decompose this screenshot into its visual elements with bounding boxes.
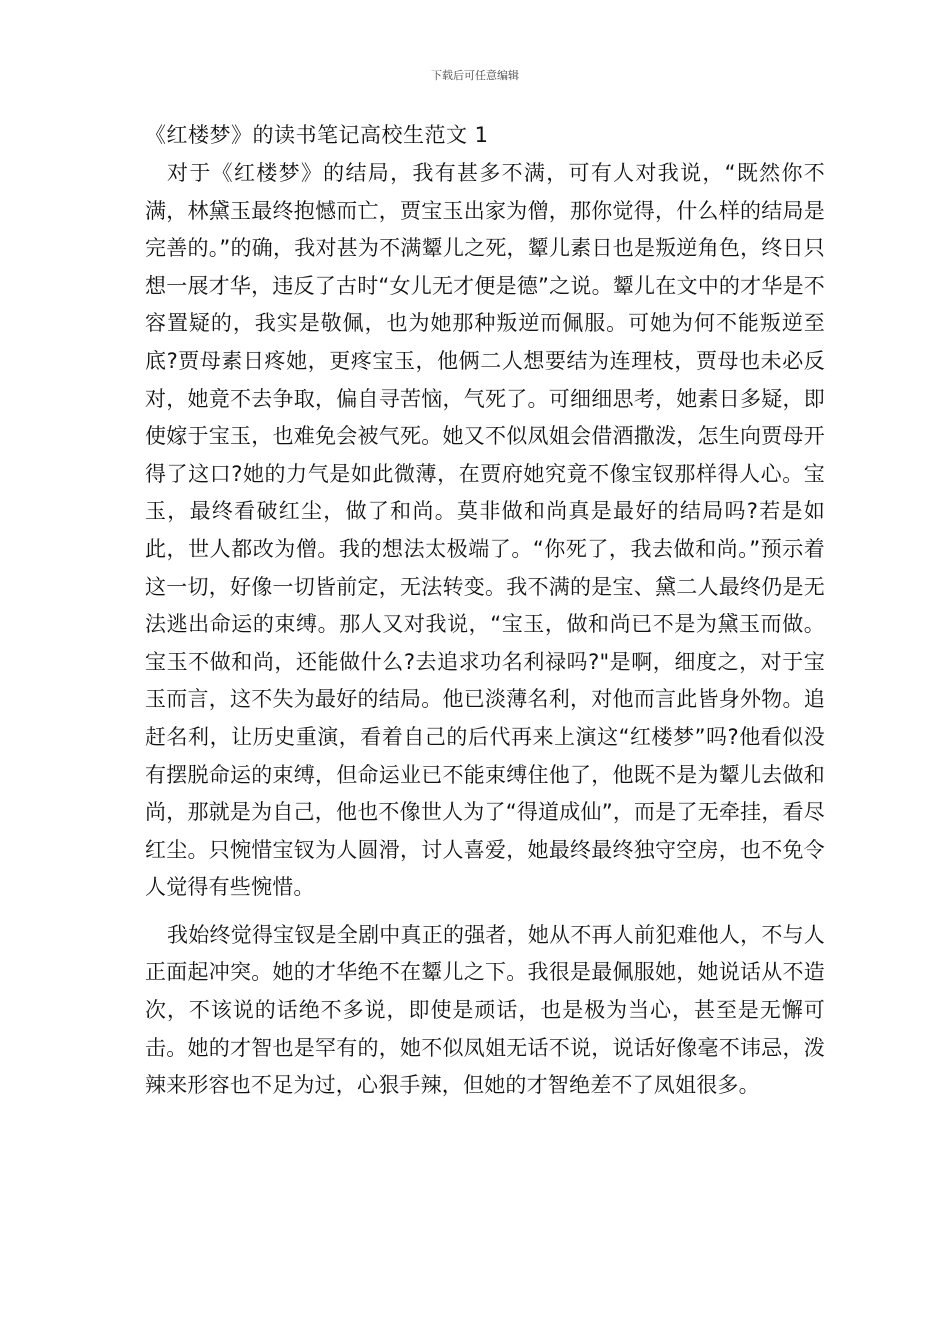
document-title: 《红楼梦》的读书笔记高校生范文 1 (145, 123, 489, 147)
document-body (145, 120, 825, 1105)
paragraph-1: 对于《红楼梦》的结局，我有甚多不满，可有人对我说，“既然你不满，林黛玉最终抱憾而亡，贾宝玉出家为僧，那你觉得，什么样的结局是完善的。”的确，我对甚为不满颦儿之死，颦儿素日也是叛逆角色，终日只想一展才华，违反了古时“女儿无才便是德”之说。颦儿在文中的才华是不容置疑的，我实是敬佩，也为她那种叛逆而佩服。可她为何不能叛逆至底?贾母素日疼她，更疼宝玉，他俩二人想要结为连理枝，贾母也未必反对，她竟不去争取，偏自寻苦恼，气死了。可细细思考，她素日多疑，即使嫁于宝玉，也难免会被气死。她又不似凤姐会借酒撒泼，怎生向贾母开得了这口?她的力气是如此微薄，在贾府她究竟不像宝钗那样得人心。宝玉，最终看破红尘，做了和尚。莫非做和尚真是最好的结局吗?若是如此，世人都改为僧。我的想法太极端了。“你死了，我去做和尚。”预示着这一切，好像一切皆前定，无法转变。我不满的是宝、黛二人最终仍是无法逃出命运的束缚。那人又对我说，“宝玉，做和尚已不是为黛玉而做。宝玉不做和尚，还能做什么?去追求功名利禄吗?"是啊，细度之，对于宝玉而言，这不失为最好的结局。他已淡薄名利，对他而言此皆身外物。追赶名利，让历史重演，看着自己的后代再来上演这“红楼梦”吗?他看似没有摆脱命运的束缚，但命运业已不能束缚住他了，他既不是为颦儿去做和尚，那就是为自己，他也不像世人为了“得道成仙”，而是了无牵挂，看尽红尘。只惋惜宝钗为人圆滑，讨人喜爱，她最终最终独守空房，也不免令人觉得有些惋惜。 (145, 161, 825, 900)
page-header-note: 下载后可任意编辑 (431, 69, 519, 82)
paragraph-2: 我始终觉得宝钗是全剧中真正的强者，她从不再人前犯难他人，不与人正面起冲突。她的才华绝不在颦儿之下。我很是最佩服她，她说话从不造次，不该说的话绝不多说，即使是顽话，也是极为当心，甚至是无懈可击。她的才智也是罕有的，她不似凤姐无话不说，说话好像毫不讳忌，泼辣来形容也不足为过，心狠手辣，但她的才智绝差不了凤姐很多。 (145, 922, 825, 1098)
